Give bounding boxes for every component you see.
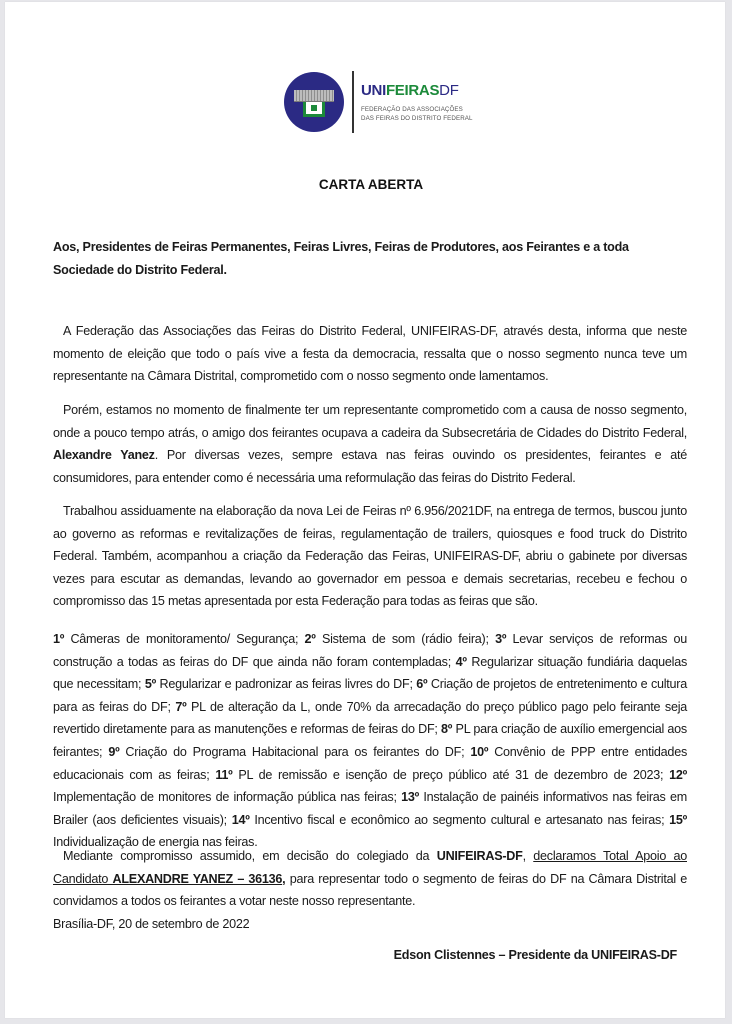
stall-body [303, 102, 325, 117]
goal-number: 15º [669, 812, 687, 827]
goal-number: 13º [401, 790, 419, 805]
goal-text: Levar serviços de reformas ou construção a todas as feiras do DF que ainda não foram contempladas; [53, 632, 687, 669]
letter-page [5, 2, 725, 1018]
goal-text: Regularizar e padronizar as feiras livres do DF; [155, 677, 417, 692]
goal-number: 7º [175, 699, 187, 714]
paragraph-intro: A Federação das Associações das Feiras do Distrito Federal, UNIFEIRAS-DF, através desta, informa que neste momento de eleição que todo o país vive a festa da democracia, ressalta que o nosso segmento nunca teve um representante na Câmara Distrital, comprometido com o nosso segmento onde lamentamos. [53, 324, 687, 384]
logo-text [361, 82, 473, 123]
org-name: UNIFEIRAS-DF [436, 849, 523, 863]
unifeiras-logo [284, 71, 473, 133]
goal-text: Criação de projetos de entretenimento e cultura para as feiras do DF; [53, 677, 687, 714]
goal-number: 1º [53, 632, 65, 646]
goal-number: 6º [416, 677, 428, 692]
goal-text: PL de alteração da L, onde 70% da arrecadação do preço público pago pelo feirante seja revertido diretamente para as manutenções e reformas de feiras do DF; [53, 699, 688, 737]
goal-number: 11º [215, 767, 233, 782]
p2-text-before: Porém, estamos no momento de finalmente ter um representante comprometido com a causa de nosso segmento, onde a pouco tempo atrás, o amigo dos feirantes ocupava a cadeira da Subsecretária de Cidades do Distrito Federal, [53, 403, 687, 440]
letter-date: Brasília-DF, 20 de setembro de 2022 [53, 917, 250, 931]
goal-text: Convênio de PPP entre entidades educacionais com as feiras; [53, 744, 687, 782]
goal-text: PL de remissão e isenção de preço público até 31 de dezembro de 2023; [232, 767, 670, 782]
logo-subtitle-line1: FEDERAÇÃO DAS ASSOCIAÇÕES [361, 105, 463, 113]
p5-text-3: para representar todo o segmento de feiras do DF na Câmara Distrital e convidamos a todos os feirantes a votar neste nosso representante. [53, 871, 687, 909]
goal-number: 10º [470, 744, 489, 759]
logo-divider [352, 71, 354, 133]
p2-text-after: . Por diversas vezes, sempre estava nas feiras ouvindo os presidentes, feirantes e até consumidores, para entender como é necessária uma reformulação das feiras do Distrito Federal. [53, 448, 687, 485]
support-text: declaramos Total Apoio ao Candidato [53, 849, 687, 886]
candidate-name: Alexandre Yanez [53, 448, 155, 463]
goal-number: 9º [108, 744, 120, 759]
goal-number: 3º [495, 632, 507, 646]
logo-brand [361, 82, 473, 100]
support-comma: , [282, 871, 286, 886]
goal-text: Sistema de som (rádio feira); [315, 632, 496, 646]
goal-text: Incentivo fiscal e econômico ao segmento cultural e artesanato nas feiras; [249, 812, 670, 827]
goal-number: 12º [669, 767, 687, 782]
letter-title: CARTA ABERTA [318, 177, 424, 192]
goal-number: 14º [231, 812, 250, 827]
goal-text: Implementação de monitores de informação pública nas feiras; [53, 790, 402, 805]
goal-text: PL para criação de auxílio emergencial aos feirantes; [53, 722, 687, 759]
goal-text: Criação do Programa Habitacional para os feirantes do DF; [119, 744, 471, 759]
paragraph-support [53, 845, 687, 913]
letter-address: Aos, Presidentes de Feiras Permanentes, Feiras Livres, Feiras de Produtores, aos Feirantes e a toda Sociedade do Distrito Federal. [53, 240, 629, 277]
p5-text-2: , [522, 849, 534, 863]
p5-text-1: Mediante compromisso assumido, em decisão do colegiado da [63, 849, 437, 863]
stall-roof [294, 90, 334, 102]
goal-text: Regularizar situação fundiária daquelas que necessitam; [53, 654, 688, 692]
market-stall-icon [284, 72, 344, 132]
goal-text: Individualização de energia nas feiras. [53, 835, 258, 850]
signature: Edson Clistennes – Presidente da UNIFEIRAS-DF [393, 948, 677, 962]
goal-number: 2º [304, 632, 316, 646]
brand-feiras: FEIRAS [385, 81, 440, 99]
goals-list [53, 628, 687, 854]
goal-number: 4º [455, 654, 467, 669]
goal-text: Câmeras de monitoramento/ Segurança; [64, 632, 305, 646]
paragraph-work: Trabalhou assiduamente na elaboração da nova Lei de Feiras nº 6.956/2021DF, na entrega de termos, buscou junto ao governo as reformas e revitalizações de feiras, regulamentação de trailers, quiosques e food truck do Distrito Federal. Também, acompanhou a criação da Federação das Feiras, UNIFEIRAS-DF, abriu o gabinete por diversas vezes para escutar as demandas, levando ao governador em pessoa e demais secretarias, recebeu e fechou o compromisso das 15 metas apresentada por esta Federação para todas as feiras que são. [53, 504, 687, 609]
goal-text: Instalação de painéis informativos nas feiras em Brailer (aos deficientes visuais); [53, 790, 687, 827]
candidate-number: ALEXANDRE YANEZ – 36136 [112, 871, 283, 886]
goal-number: 8º [441, 722, 453, 737]
logo-subtitle-line2: DAS FEIRAS DO DISTRITO FEDERAL [361, 114, 473, 122]
brand-df: DF [439, 81, 459, 99]
paragraph-representative [53, 399, 687, 489]
goal-number: 5º [144, 677, 156, 692]
brand-uni: UNI [361, 81, 386, 99]
